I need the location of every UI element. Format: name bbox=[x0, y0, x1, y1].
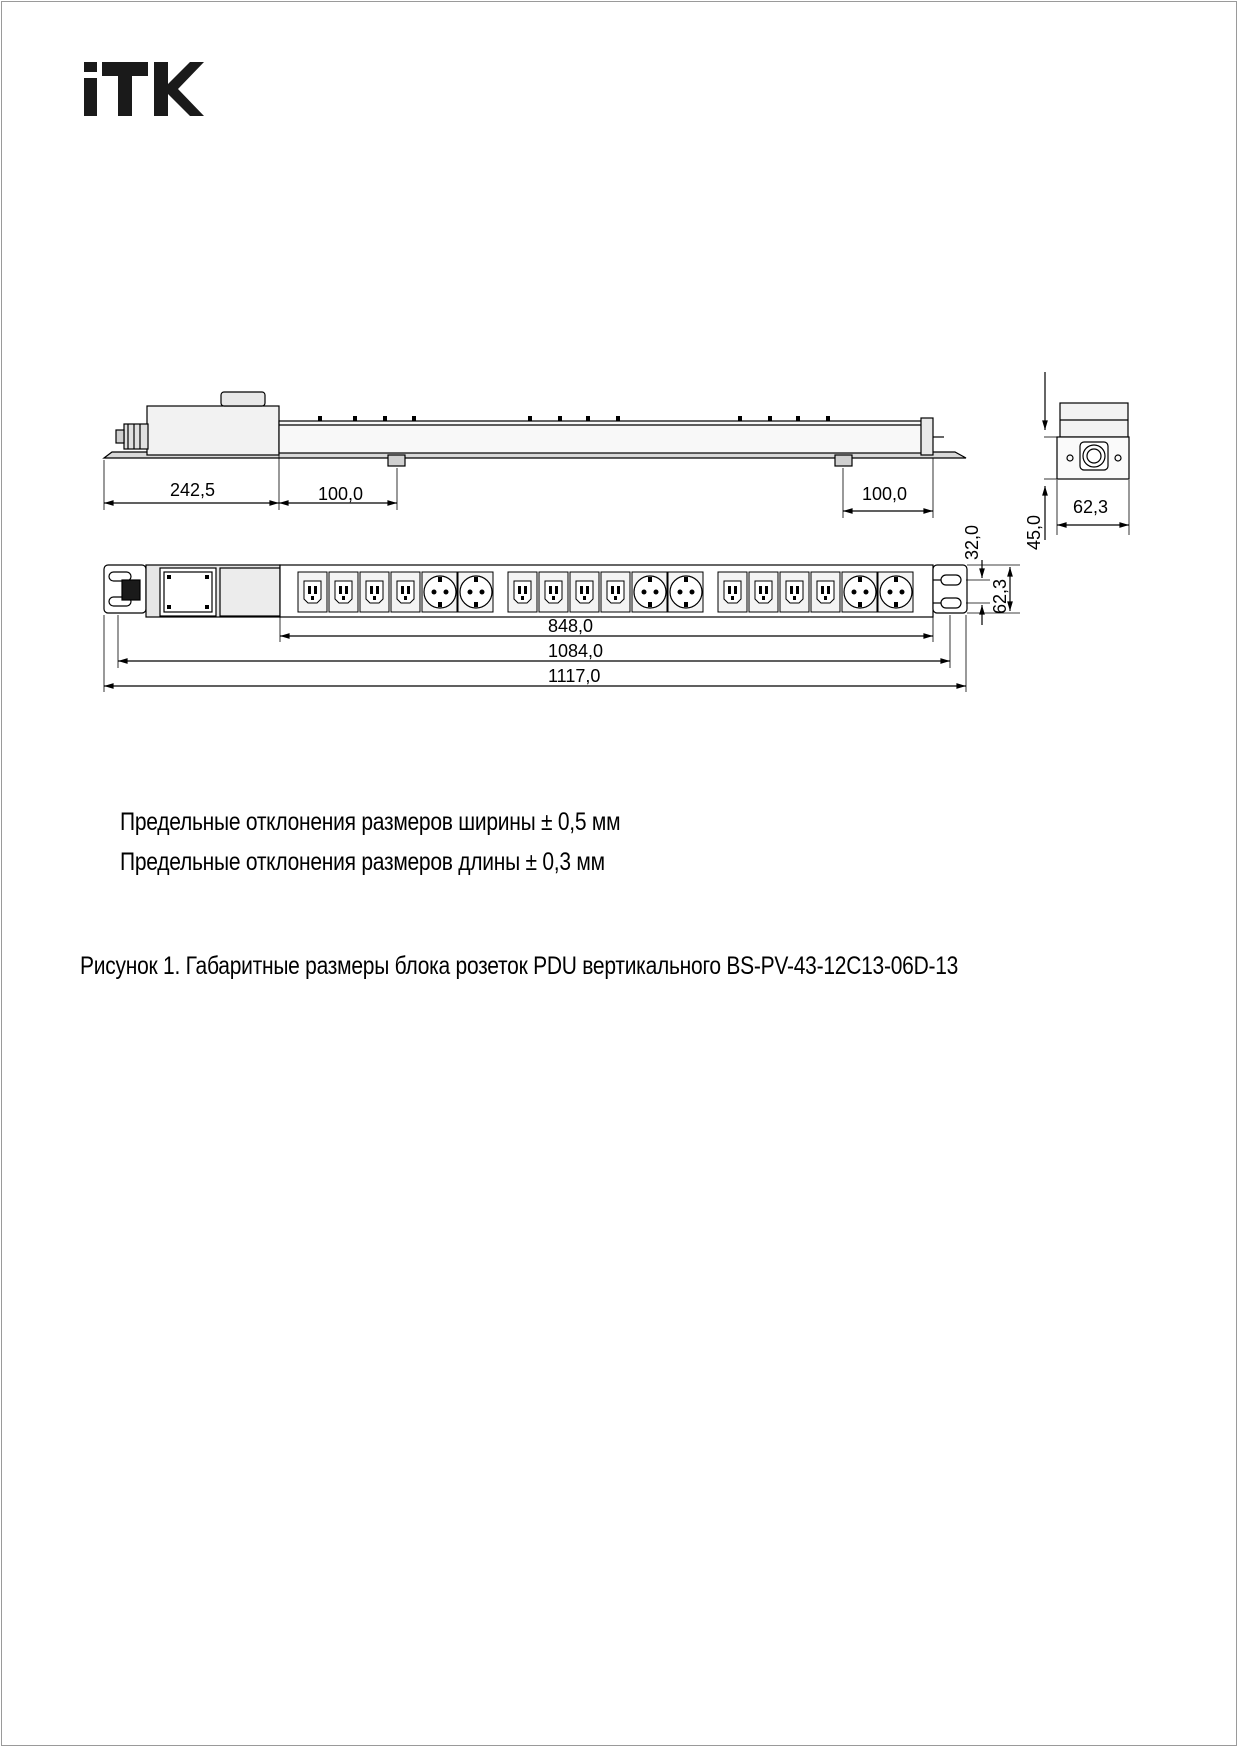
c13-outlet bbox=[780, 572, 809, 612]
c13-outlet bbox=[298, 572, 327, 612]
schuko-outlet bbox=[632, 572, 667, 612]
c13-outlet bbox=[329, 572, 358, 612]
side-view bbox=[104, 392, 966, 518]
length-tolerance-note: Предельные отклонения размеров длины ± 0,3 мм bbox=[120, 848, 605, 876]
dim-body-len: 1084,0 bbox=[548, 641, 604, 661]
dim-mount-width: 62,3 bbox=[990, 578, 1010, 614]
pdu-drawing bbox=[0, 0, 1240, 760]
c13-outlet bbox=[718, 572, 747, 612]
c13-outlet bbox=[508, 572, 537, 612]
dim-end-width: 62,3 bbox=[1073, 497, 1109, 517]
c13-outlet bbox=[749, 572, 778, 612]
figure-caption: Рисунок 1. Габаритные размеры блока розеток PDU вертикального BS-PV-43-12C13-06D-13 bbox=[80, 952, 959, 980]
c13-outlet bbox=[570, 572, 599, 612]
schuko-outlet bbox=[878, 572, 913, 612]
dim-mount-pitch: 32,0 bbox=[962, 524, 982, 560]
schuko-outlet bbox=[422, 572, 457, 612]
schuko-outlet bbox=[842, 572, 877, 612]
width-tolerance-note: Предельные отклонения размеров ширины ± 0,5 мм bbox=[120, 808, 621, 836]
c13-outlet bbox=[360, 572, 389, 612]
dim-overall-len: 1117,0 bbox=[548, 666, 601, 686]
schuko-outlet bbox=[668, 572, 703, 612]
dim-bracket-right: 100,0 bbox=[862, 484, 908, 504]
c13-outlet bbox=[601, 572, 630, 612]
c13-outlet bbox=[539, 572, 568, 612]
dim-cable-box-len: 242,5 bbox=[170, 480, 216, 500]
c13-outlet bbox=[391, 572, 420, 612]
dim-bracket-left: 100,0 bbox=[318, 484, 364, 504]
dim-socket-span: 848,0 bbox=[548, 616, 594, 636]
dim-end-height: 45,0 bbox=[1024, 514, 1044, 550]
c13-outlet bbox=[811, 572, 840, 612]
schuko-outlet bbox=[458, 572, 493, 612]
